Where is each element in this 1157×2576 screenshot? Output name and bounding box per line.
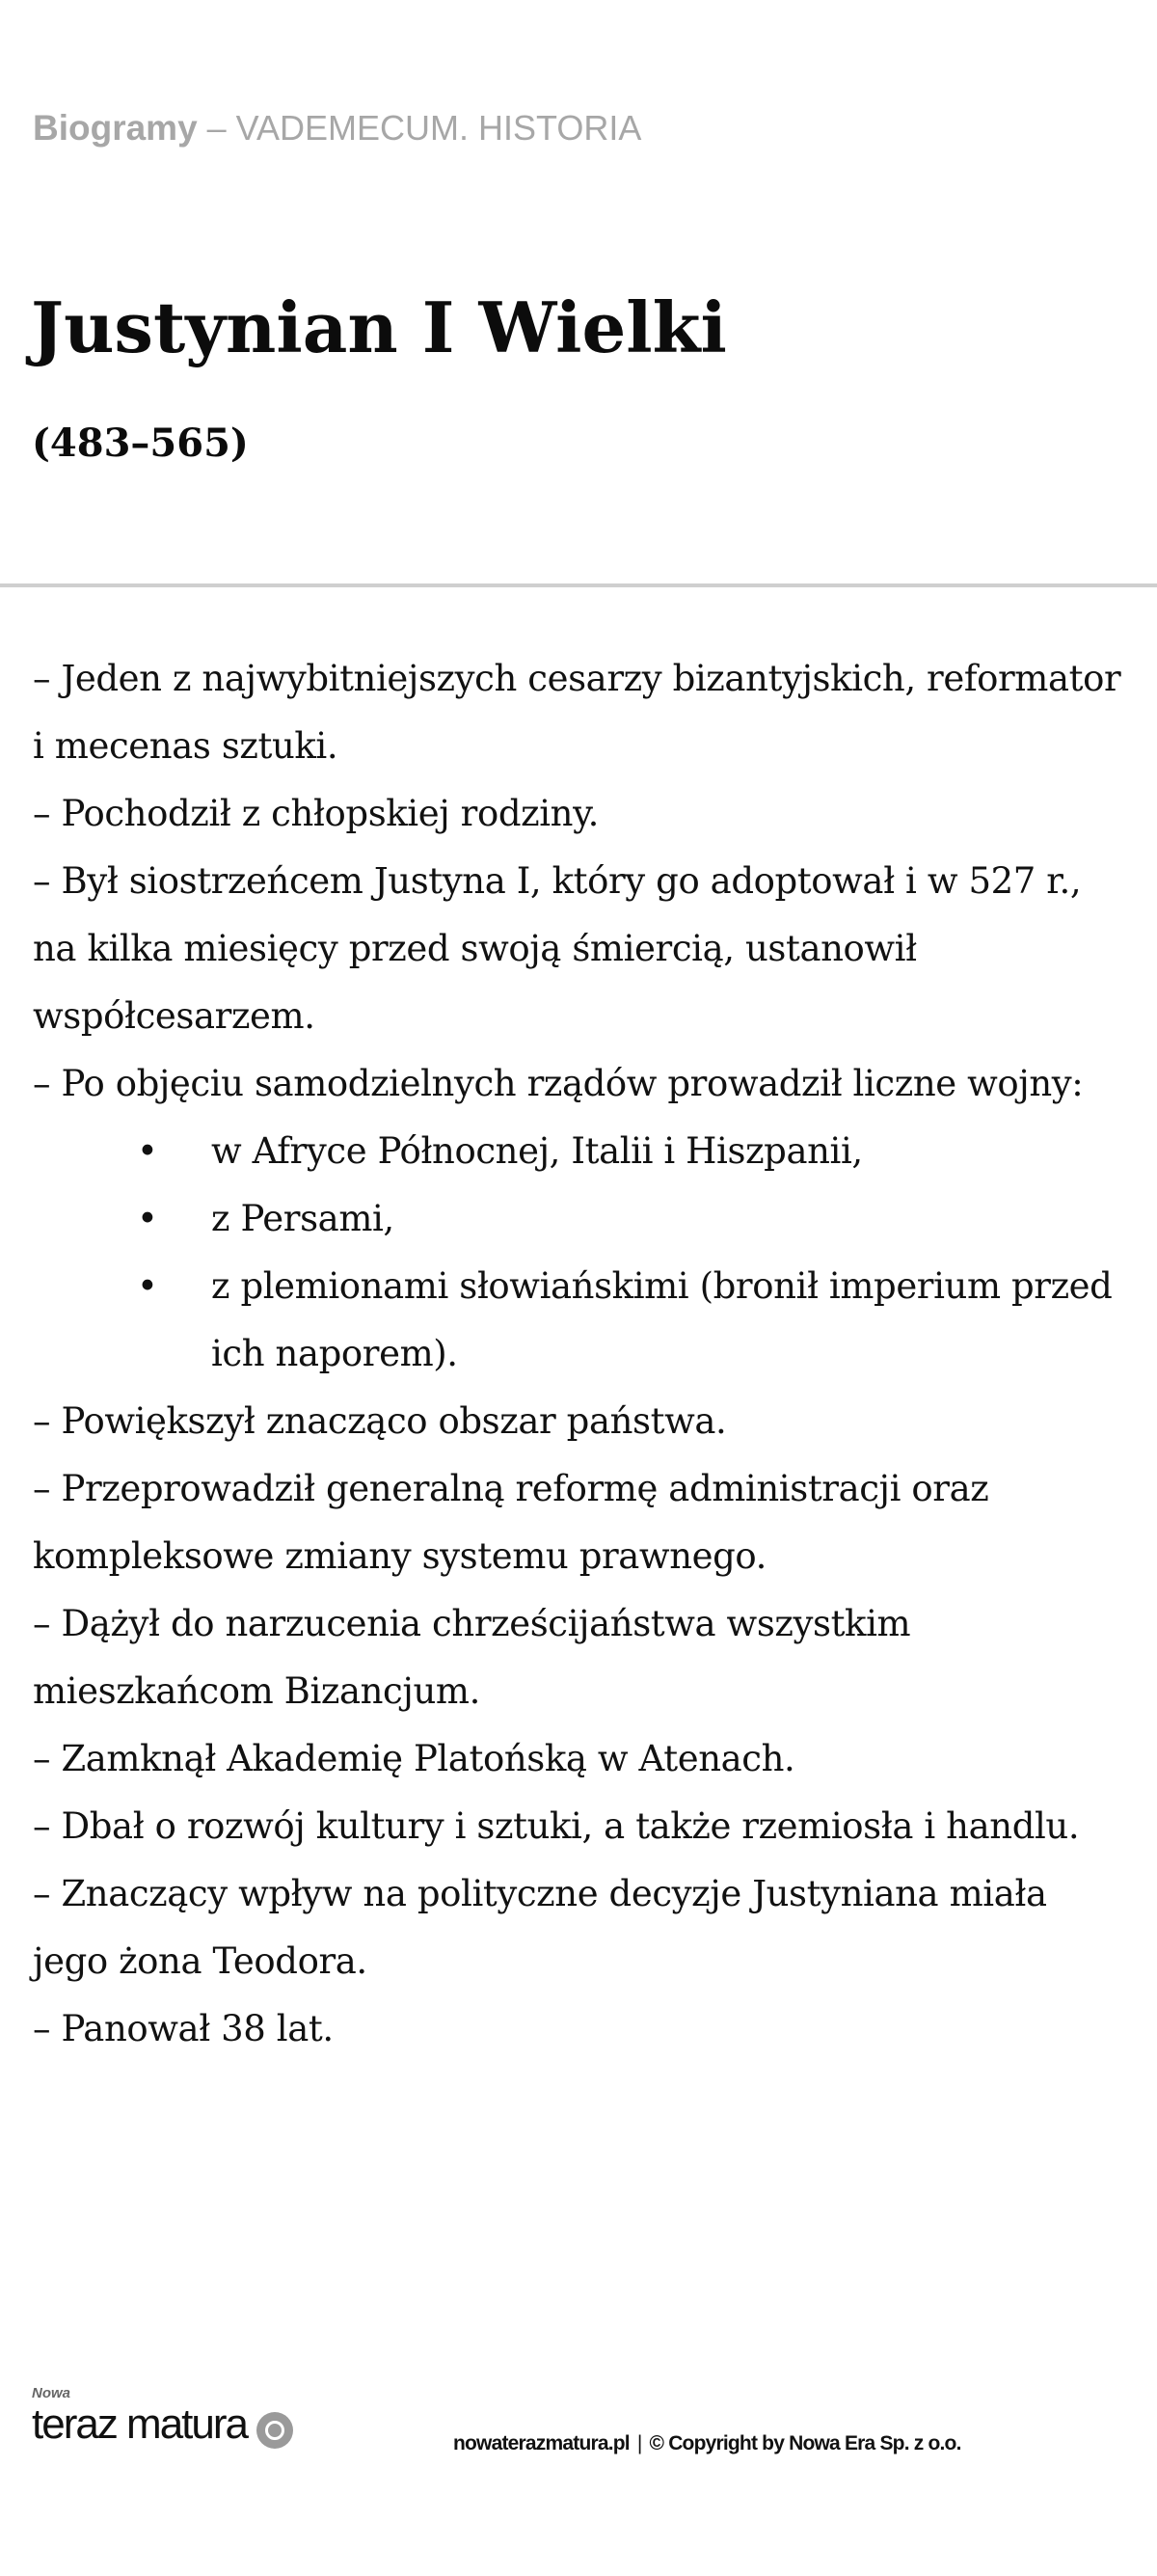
list-item — [33, 1253, 1132, 1388]
list-item — [33, 1118, 1132, 1185]
fact-paragraph: – Zamknął Akademię Platońską w Atenach. — [33, 1738, 795, 1779]
header-subtitle: – VADEMECUM. HISTORIA — [197, 108, 642, 148]
fact-paragraph: – Po objęciu samodzielnych rządów prowadził liczne wojny: — [33, 1063, 1084, 1104]
fact-paragraph: – Jeden z najwybitniejszych cesarzy bizantyjskich, reformator i mecenas sztuki. — [33, 658, 1121, 767]
logo-text: teraz matura — [32, 2400, 247, 2448]
publisher-logo — [32, 2386, 293, 2453]
fact-paragraph: – Przeprowadził generalną reformę administracji oraz kompleksowe zmiany systemu prawnego. — [33, 1468, 989, 1577]
fact-paragraph: – Dążył do narzucenia chrześcijaństwa wszystkim mieszkańcom Bizancjum. — [33, 1603, 911, 1712]
fact-paragraph: – Był siostrzeńcem Justyna I, który go adoptował i w 527 r., na kilka miesięcy przed swoją śmiercią, ustanowił współcesarzem. — [33, 860, 1082, 1037]
logo-small-text: Nowa — [32, 2385, 71, 2401]
list-item-text: z Persami, — [211, 1198, 394, 1239]
life-dates: (483–565) — [32, 420, 249, 466]
document-header — [33, 108, 641, 149]
list-item-text: z plemionami słowiańskimi (bronił imperium przed ich naporem). — [211, 1265, 1113, 1374]
divider — [0, 583, 1157, 587]
wars-list — [33, 1118, 1132, 1388]
footer-separator: | — [636, 2432, 642, 2454]
list-item — [33, 1185, 1132, 1253]
bullet-icon: • — [137, 1198, 158, 1239]
fact-paragraph: – Znaczący wpływ na polityczne decyzje Justyniana miała jego żona Teodora. — [33, 1873, 1047, 1982]
page-title: Justynian I Wielki — [31, 286, 727, 368]
header-brand: Biogramy — [33, 108, 198, 148]
fact-paragraph: – Panował 38 lat. — [33, 2008, 334, 2049]
footer-site-link[interactable]: nowaterazmatura.pl — [453, 2432, 630, 2454]
fact-paragraph: – Powiększył znacząco obszar państwa. — [33, 1400, 727, 1442]
footer-credits — [453, 2432, 961, 2455]
bullet-icon: • — [137, 1130, 158, 1172]
footer-copyright: © Copyright by Nowa Era Sp. z o.o. — [649, 2432, 961, 2454]
fact-paragraph: – Dbał o rozwój kultury i sztuki, a także rzemiosła i handlu. — [33, 1805, 1080, 1847]
fact-paragraph: – Pochodził z chłopskiej rodziny. — [33, 793, 600, 834]
gear-circle-icon — [256, 2412, 293, 2449]
biography-body — [33, 645, 1132, 2063]
bullet-icon: • — [137, 1265, 158, 1307]
list-item-text: w Afryce Północnej, Italii i Hiszpanii, — [211, 1130, 863, 1172]
